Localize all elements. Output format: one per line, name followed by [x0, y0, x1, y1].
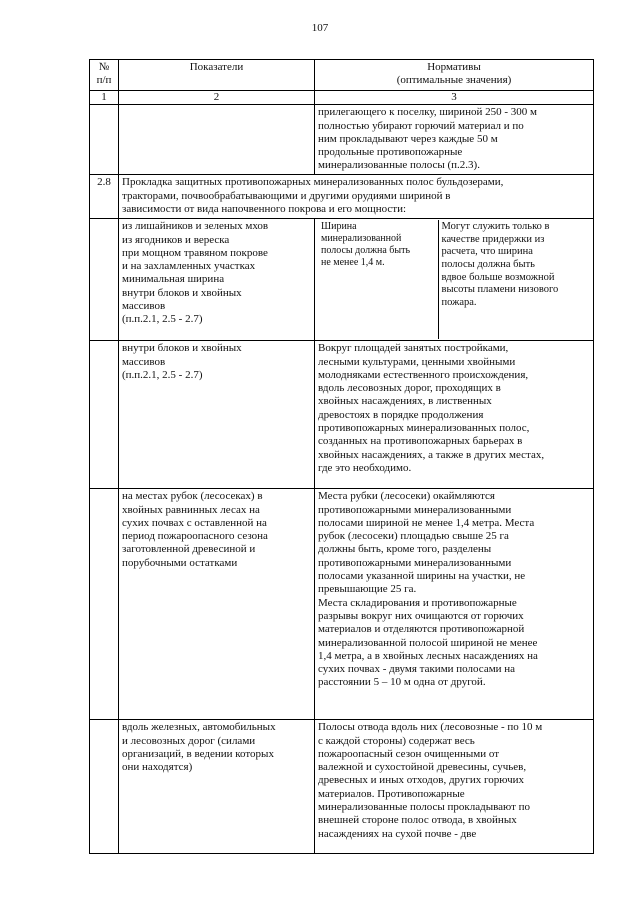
col-number-2: 2: [119, 91, 315, 105]
norm-cell: Полосы отвода вдоль них (лесовозные - по 10 м с каждой стороны) содержат весь пожароопасный сезон очищенными от валежной и сухостойной древесины, сучьев, древесных и иных отходов, других горючих материалов. Противопожарные минерализованные полосы прокладывают по внешней стороне полос отвода, в хвойных насаждениях на сухой почве - две: [315, 720, 594, 854]
indicator-cell: на местах рубок (лесосеках) в хвойных равнинных лесах на сухих почвах с оставленной на период пожароопасного сезона заготовленной древесиной и порубочными остатками: [119, 489, 315, 720]
indicator-cell: вдоль железных, автомобильных и лесовозных дорог (силами организаций, в ведении которых они находятся): [119, 720, 315, 854]
split-norm-table: [318, 220, 590, 339]
norm-cell: Места рубки (лесосеки) окаймляются противопожарными минерализованными полосами шириной не менее 1,4 метра. Места рубок (лесосеки) площадью свыше 25 га должны быть, кроме того, разделены противопожарными минерализованными полосами указанной ширины на участки, не превышающие 25 га. Места складирования и противопожарные разрывы вокруг них очищаются от горючих материалов и отделяются противопожарной минерализованной полосой шириной не менее 1,4 метра, а в хвойных лесных насаждениях на сухих почвах - двумя такими полосами на расстоянии 5 – 10 м одна от другой.: [315, 489, 594, 720]
empty-num-cell: [90, 219, 119, 341]
column-number-row: [90, 91, 594, 105]
col-number-3: 3: [315, 91, 594, 105]
empty-num-cell: [90, 720, 119, 854]
table-row: [90, 720, 594, 854]
table-row: [90, 489, 594, 720]
norm-note-text: Могут служить только в качестве придержки из расчета, что ширина полосы должна быть вдвое больше возможной высоты пламени низового пожара.: [438, 220, 590, 339]
table-row: [90, 219, 594, 341]
empty-num-cell: [90, 489, 119, 720]
page-number: 107: [311, 22, 329, 34]
empty-num-cell: [90, 341, 119, 489]
row-number: 2.8: [90, 175, 119, 219]
table-row: [90, 341, 594, 489]
continuation-norm: прилегающего к поселку, шириной 250 - 300 м полностью убирают горючий материал и по ним прокладывают через каждые 50 м продольные противопожарные минерализованные полосы (п.2.3).: [315, 105, 594, 175]
norm-cell-split: [315, 219, 594, 341]
header-number: № п/п: [90, 60, 119, 91]
continuation-num-cell: [90, 105, 119, 175]
continuation-indicator-cell: [119, 105, 315, 175]
col-number-1: 1: [90, 91, 119, 105]
indicator-cell: из лишайников и зеленых мхов из ягодников и вереска при мощном травяном покрове и на захламленных участках минимальная ширина внутри блоков и хвойных массивов (п.п.2.1, 2.5 - 2.7): [119, 219, 315, 341]
norms-table: [89, 59, 594, 854]
indicator-cell: внутри блоков и хвойных массивов (п.п.2.1, 2.5 - 2.7): [119, 341, 315, 489]
row-title: Прокладка защитных противопожарных минерализованных полос бульдозерами, тракторами, почвообрабатывающими и другими орудиями шириной в зависимости от вида напочвенного покрова и его мощности:: [119, 175, 594, 219]
header-norms: Нормативы (оптимальные значения): [315, 60, 594, 91]
norm-width-text: Ширина минерализованной полосы должна быть не менее 1,4 м.: [321, 221, 410, 269]
header-indicators: Показатели: [119, 60, 315, 91]
table-header-row: [90, 60, 594, 91]
norm-cell: Вокруг площадей занятых постройками, лесными культурами, ценными хвойными молодняками естественного происхождения, вдоль лесовозных дорог, проходящих в хвойных насаждениях, в лиственных древостоях в порядке продолжения противопожарных минерализованных полос, созданных на противопожарных барьерах в хвойных насаждениях, а также в других местах, где это необходимо.: [315, 341, 594, 489]
continuation-row: [90, 105, 594, 175]
row-2-8-title: [90, 175, 594, 219]
